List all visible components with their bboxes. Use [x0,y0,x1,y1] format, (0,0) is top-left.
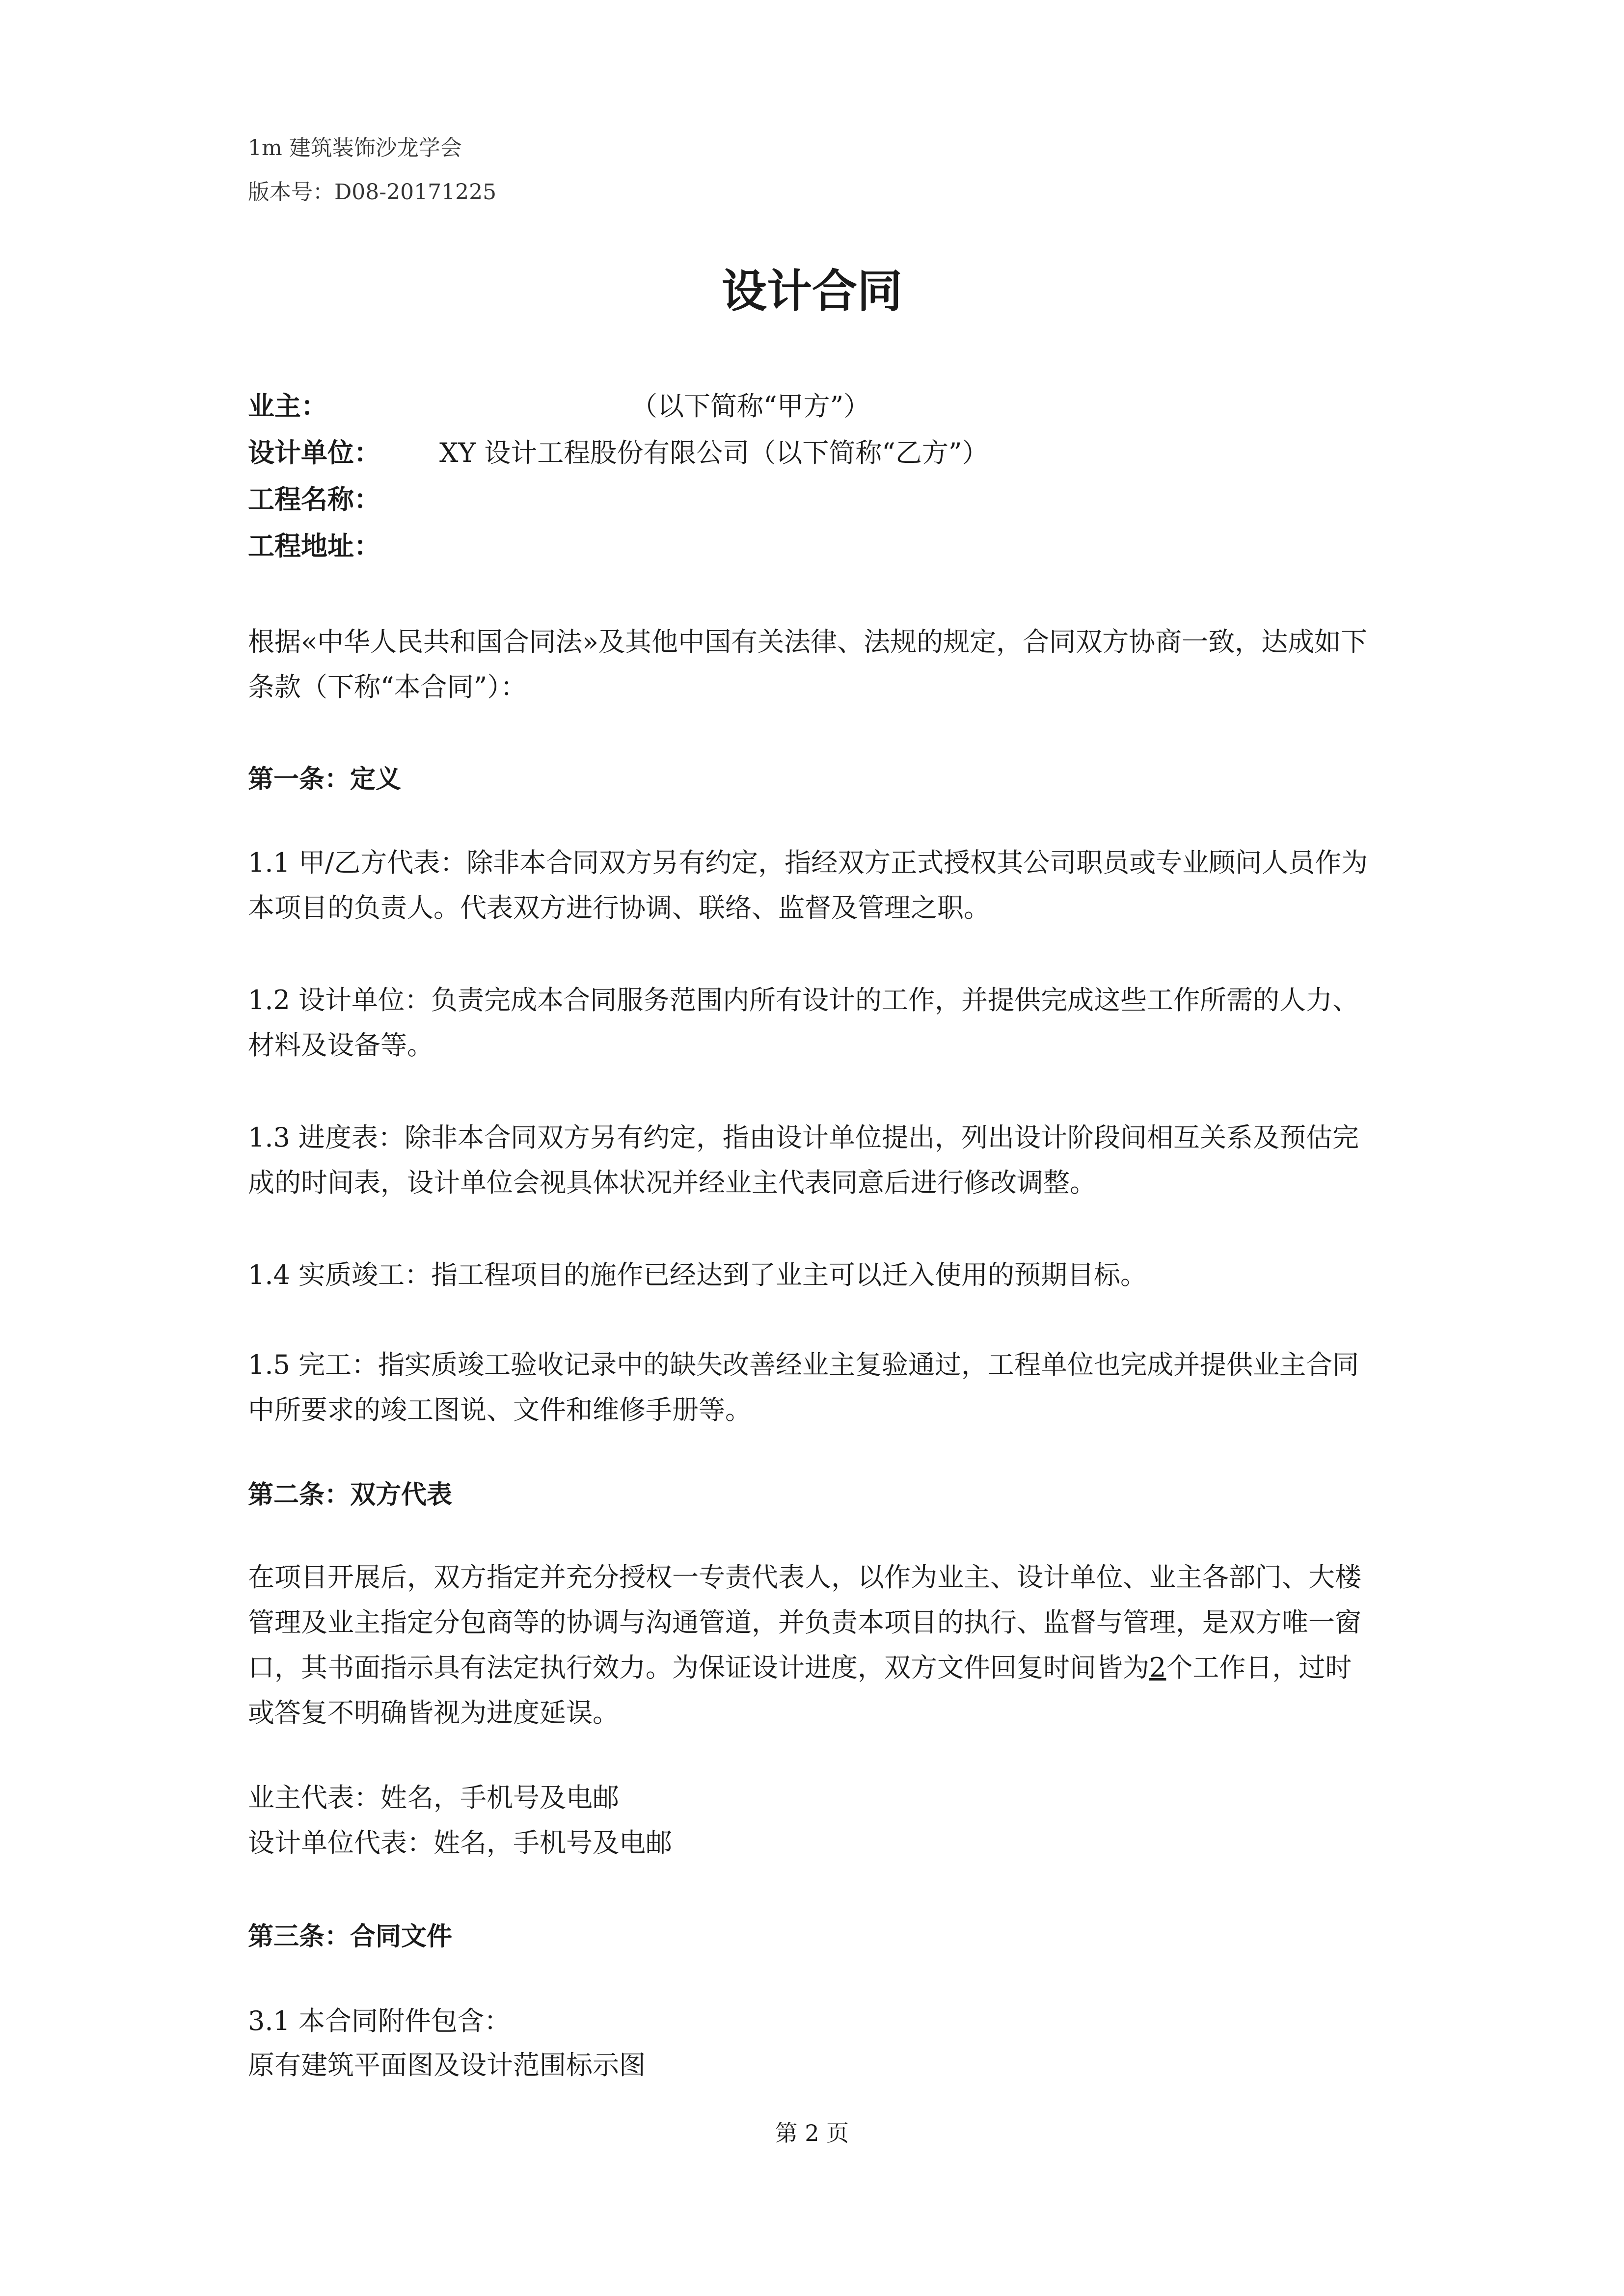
project-address-label: 工程地址： [248,531,380,561]
designer-value: XY 设计工程股份有限公司（以下简称“乙方”） [439,437,989,468]
designer-representative: 设计单位代表：姓名，手机号及电邮 [248,1827,672,1858]
designer-label: 设计单位： [248,437,380,468]
header-version: 版本号：D08-20171225 [248,180,497,205]
attachment-item: 原有建筑平面图及设计范围标示图 [248,2050,646,2081]
preamble: 根据«中华人民共和国合同法»及其他中国有关法律、法规的规定，合同双方协商一致，达成如下条款（下称“本合同”）： [248,626,1368,702]
article2-body-before: 在项目开展后，双方指定并充分授权一专责代表人，以作为业主、设计单位、业主各部门、大楼管理及业主指定分包商等的协调与沟通管道，并负责本项目的执行、监督与管理，是双方唯一窗口，其书面指示具有法定执行效力。为保证设计进度，双方文件回复时间皆为 [248,1562,1361,1683]
owner-value: （以下简称“甲方”） [631,391,870,422]
owner-representative: 业主代表：姓名，手机号及电邮 [248,1782,619,1813]
page-number: 第 2 页 [775,2120,849,2146]
owner-label: 业主： [248,391,327,422]
clause-1-3: 1.3 进度表：除非本合同双方另有约定，指由设计单位提出，列出设计阶段间相互关系及预估完成的时间表，设计单位会视具体状况并经业主代表同意后进行修改调整。 [248,1122,1359,1198]
article2-body-after: 个工作日，过时或答复不明确皆视为进度延误。 [248,1652,1352,1728]
clause-3-1: 3.1 本合同附件包含： [248,2005,511,2036]
header-org: 1m 建筑装饰沙龙学会 [248,135,462,160]
reply-days: 2 [1149,1652,1166,1683]
article3-heading: 第三条：合同文件 [248,1922,453,1951]
article1-heading: 第一条：定义 [248,765,402,794]
project-name-label: 工程名称： [248,484,380,515]
clause-1-2: 1.2 设计单位：负责完成本合同服务范围内所有设计的工作，并提供完成这些工作所需的人力、材料及设备等。 [248,985,1359,1061]
clause-1-1: 1.1 甲/乙方代表：除非本合同双方另有约定，指经双方正式授权其公司职员或专业顾问人员作为本项目的负责人。代表双方进行协调、联络、监督及管理之职。 [248,847,1368,923]
article2-body [248,1555,1377,1735]
article2-heading: 第二条：双方代表 [248,1480,453,1510]
document-title: 设计合同 [721,265,902,318]
clause-1-5: 1.5 完工：指实质竣工验收记录中的缺失改善经业主复验通过，工程单位也完成并提供业主合同中所要求的竣工图说、文件和维修手册等。 [248,1349,1359,1425]
clause-1-4: 1.4 实质竣工：指工程项目的施作已经达到了业主可以迁入使用的预期目标。 [248,1259,1147,1290]
